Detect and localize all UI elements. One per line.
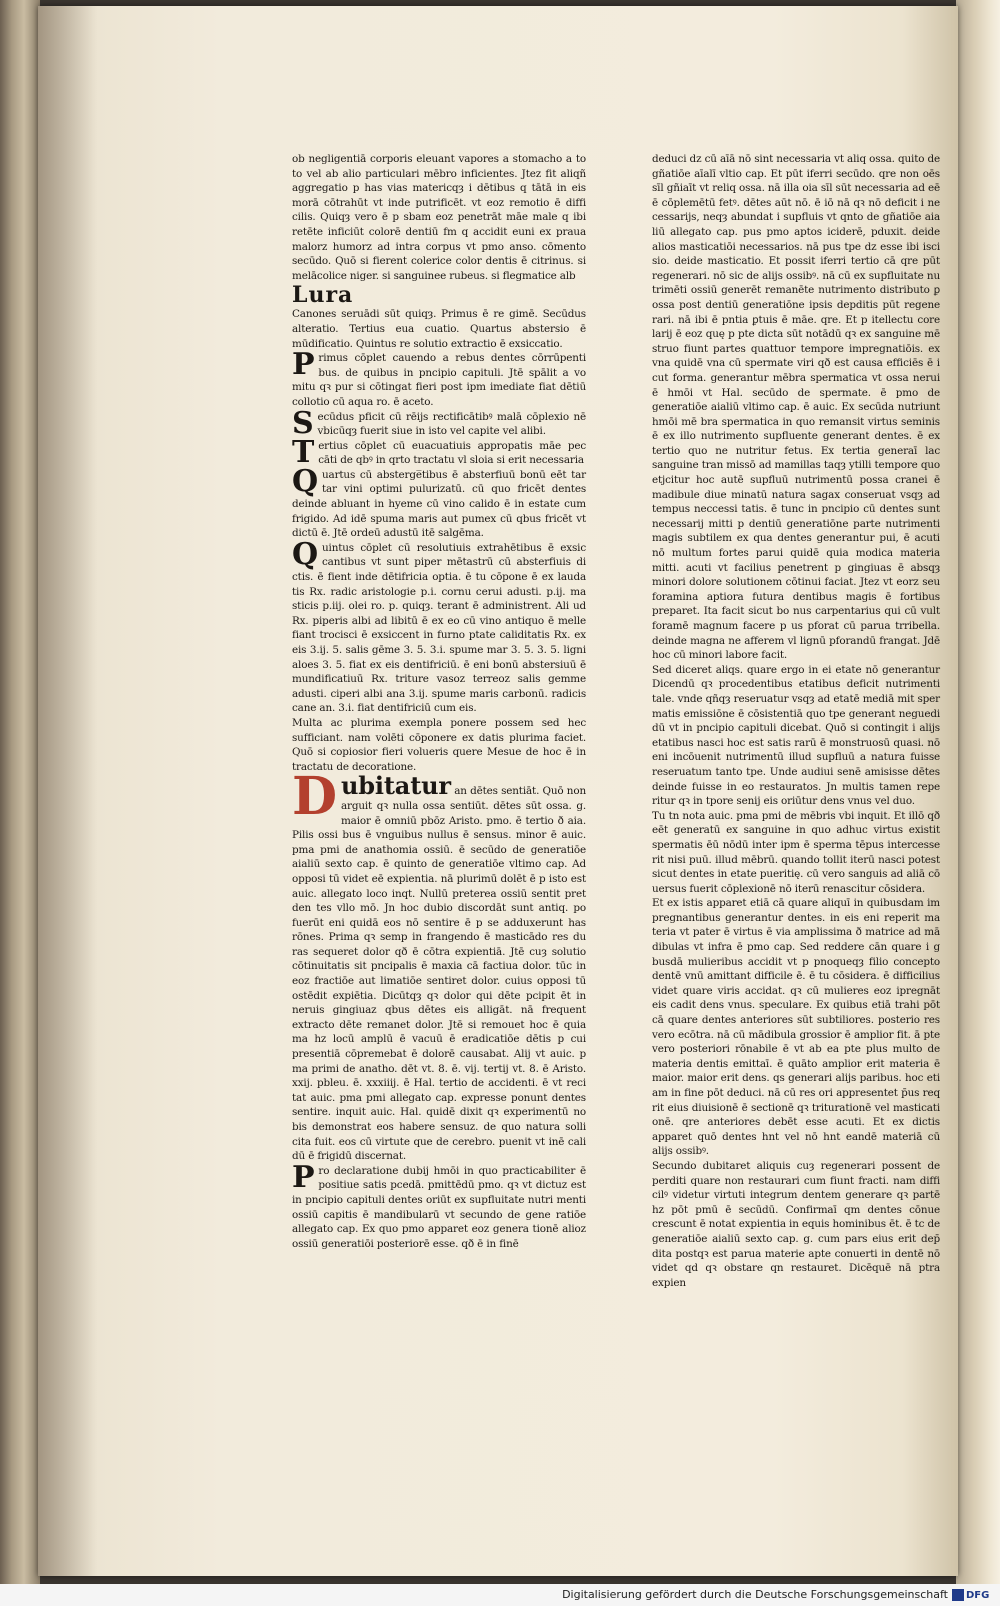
paragraph-dubitatur-text: an dētes sentiāt. Quō non arguit qꝛ nulla ossa sentiūt. dētes sūt ossa. g. maior ē omniū pbōz Aristo. pmo. ē tertio ð aia. Pilis ossi bus ē vnguibus nullus ē sensus. minor ē auic. pma pmi de anathomia ossiū. ē secūdo de generatiōe aialiū sexto cap. ē quinto de generatiōe vltimo cap. Ad opposi tū videt eē expientia. nā plurimū dolēt ē p isto est auic. allegato loco inqt. Nullū preterea ossiū sentit pret den tes vllo mō. Jn hoc dubio discordāt sunt antiq. po fuerūt eni quidā eos nō sentire ē p se adduxerunt has rōnes. Prima qꝛ semp in frangendo ē masticādo res du ras sequeret dolor qð ē cōtra expientiā. Jtē cuȝ solutio cōtinuitatis sit pncipalis ē maxia cā factiua dolor. tūc in eoz fractiōe aut limatiōe sentiret dolor. cuius opposi tū ostēdit expiētia. Dicūtqȝ qꝛ dolor qui dēte pcipit ēt in neruis gingiuaz qbus dētes eis alligāt. nā frequent extracto dēte remanet dolor. Jtē si remouet hoc ē quia ma hz locū amplū ē vacuū ē eradicatiōe dētis p cui presentiā cōpremebat ē dolorē causabat. Alij vt auic. p ma primi de anatho. dēt vt. 8. ē. vij. tertij vt. 8. ē Aristo. xxij. pbleu. ē. xxxiiij. ē Hal. tertio de accidenti. ē vt reci tat auic. pma pmi allegato cap. expresse ponunt dentes sentire. inquit auic. Hal. quidē dixit qꝛ experimentū no bis demonstrat eos habere sensuz. de quo natura solli cita fuit. eos cū virtute que de cerebro. puenit vt inē cali dū ē frigidū discernat.: [292, 785, 587, 1163]
initial-t: T: [292, 434, 315, 470]
right-text-column: [652, 152, 940, 1290]
paragraph-tu-nota: Tu tn nota auic. pma pmi de mēbris vbi inquit. Et illō qð eēt generatū ex sanguine in quo adhuc virtus existit spermatis ēū nōdū inter ipm ē sperma tēpus intercesse rit nisi puū. illud mēbrū. quando tollit iterū nasci potest sicut dentes in etate pueritię. cū vero sanguis ad aliā cō uersus fuerit cōplexionē nō iterū renascitur cōsidera.: [652, 809, 940, 895]
initial-q2: Q: [292, 536, 318, 572]
initial-p: P: [292, 347, 315, 383]
gutter-shadow: [38, 6, 98, 1576]
paragraph-quartus: [292, 463, 586, 541]
paragraph-multa: Multa ac plurima exempla ponere possem sed hec sufficiant. nam volēti cōponere ex datis plurima faciet. Quō si copiosior fieri volueris quere Mesue de hoc ē in tractatu de decoratione.: [292, 716, 586, 773]
paragraph-secundus-text: ecūdus pficit cū rēijs rectificātibꝰ malā cōplexio nē vbicūqȝ fuerit siue in isto vel capite vel alibi.: [317, 410, 586, 438]
paragraph-opening: ob negligentiā corporis eleuant vapores a stomacho a to to vel ab alio particulari mēbro inficientes. Jtez fit aliqñ aggregatio p has vias matericqȝ i dētibus q tātā in eis morā cōtrahūt vt inde putrificēt. vt eoz remotio ē diffi cilis. Quiqȝ vero ē p sbam eoz penetrāt māe male q ibi retēte inficiūt colorē dentiū fm q accidit euni ex praua malorz humorz ad intra corpus vt pmo anso. cōmento secūdo. Quō si fierent colerice color dentis ē citrinus. si melācolice niger. si sanguinee rubeus. si flegmatice alb: [292, 153, 586, 282]
left-text-column: [292, 152, 586, 1251]
paragraph-deduci: deduci dz cū aīā nō sint necessaria vt aliq ossa. quito de gñatiōe aīalī vltio cap. Et pūt iferri secūdo. qre non oēs sīl gñiaīt vt reliq ossa. nā illa oia sīl sūt necessaria ad eē ē cōplemētū fetꝰ. dētes aūt nō. ē iō nā qꝛ nō deficit i ne cessarijs, neqȝ abundat i supfluis vt qnto de gñatiōe aia liū allegato cap. pus pmo aptos iciderē, pduxit. deide alios masticatiōi necessarios. nā pus tpe dz esse ibi isci sio. deide masticatio. Et possit iferri tertio cā qre pūt regenerari. nō sic de alijs ossibꝰ. nā cū ex supfluitate nu trimēti ossiū generēt remanēte nutrimento distributo ꝑ ossa post dentiū generatiōne ipsis depditis pūt regene rari. nā ibi ē pntia ꝑtuis ē māe. qre. Et p itellectu core larij ē eoz quę p pte dicta sūt notādū qꝛ ex sanguine mē struo fiunt partes quattuor tempore impregnatiōis. ex vna quidē vna cū spermate viri qð est causa efficiēs ē i cut forma. generantur mēbra spermatica vt ossa nerui ē hmōi vt Hal. secūdo de spermate. ē pmo de generatiōe aialiū vltimo cap. ē auic. Ex secūda nutriunt hmōi mē bra spermatica in quo remansit virtus seminis ē ex illo nutrimento supfluente generant dentes. ē ex tertio quo ne nutritur fetus. Ex tertia generaī lac sanguine tran missō ad mamillas taqȝ ytilli tempore quo etjcitur hoc autē supfluū nutrimentū possa cranei ē madibule diue minatū natura sagax conseruat vsqȝ ad tempus neccessi tatis. ē tunc in pncipio cū dentes sunt necessarij mitti p dentiū generatiōne parte nutrimenti magis subtilem ex qua dentes generantur pui, ē acuti nō multum fortes parui quidē quia modica materia mitti. acuti vt facilius penetrent p gingiuas ē absqȝ minori dolore solutionem cōtinui faciat. Jtez vt eorz seu foramina aptiora futura dentibus magis ē fortibus preparet. Ita facit sicut bo nus carpentarius qui cū vult foramē magnum facere p us pforat cū parua trribella. deinde magna ne afferem vl lignū pforandū frangat. Jdē hoc cū minori labore facit.: [652, 153, 940, 662]
cura-heading: [292, 283, 586, 351]
paragraph-tertius-text: ertius cōplet cū euacuatiuis appropatis māe pec cāti de qbꝰ in qrto tractatu vl sloia si erit necessaria: [318, 439, 586, 467]
paragraph-quartus-text: uartus cū absterge̅tibus ē absterfiuū bonū eēt tar tar vini optimi pulurizatū. cū quo fricēt dentes deinde abluant in hyeme cū vino calido ē in estate cum frigido. Ad idē spuma maris aut pumex cū qbus fricēt vt dictū ē. Jtē ordeū adustū itē salgēma.: [292, 468, 586, 540]
paragraph-dubitatur: [292, 766, 587, 1163]
page-stack-right: [956, 0, 1000, 1584]
paragraph-primus-text: rimus cōplet cauendo a rebus dentes cōrrūpenti bus. de quibus in pncipio capituli. Jtē spālit a vo mitu qꝛ pur si cōtingat fieri post ipm imediate fiat dētiū collotio cū aqua ro. ē aceto.: [292, 352, 586, 408]
paragraph-secundo-dubitaret: Secundo dubitaret aliquis cuȝ regenerari possent de perditi quare non restaurari cum fiunt fracti. nam diffi cilꝰ videtur virtuti integrum dentem generare qꝛ partē hz pōt pmū ē secūdū. Confirmaī qm dentes cōnue crescunt ē notat expientia in equis hominibus ēt. ē tc de generatiōe aialiū sexto cap. g. cum pars eius erit dep̄ dita postqꝛ est parua materie apte conuerti in dentē nō videt qd qꝛ obstare qn restauret. Dicēquē nā ptra expien: [652, 1159, 940, 1289]
funding-notice: Digitalisierung gefördert durch die Deutsche Forschungsgemeinschaft: [562, 1588, 948, 1601]
paragraph-quintus-text: uintus cōplet cū resolutiuis extrahētibus ē exsic cantibus vt sunt piper mētastrū cū absterfiuis di ctis. ē fient inde dētifricia optia. ē tu cōpone ē ex lauda tis Rx. radic aristologie p.i. cornu cerui adusti. p.ij. ma sticis p.iij. olei ro. p. quiqȝ. terant ē administrent. Ali ud Rx. piperis albi ad libitū ē ex eo cū vino antiquo ē melle fiant trocisci ē exsiccent in furno ptate caliditatis Rx. ex eis 3.ij. 5. salis gēme 3. 5. 3.i. spume mar 3. 5. 3. 5. ligni aloes 3. 5. fiat ex eis dentifriciū. ē eni bonū abstersiuū ē mundificatiuū Rx. triture vasoz terreoz salis gemme adusti. ciperi albi ana 3.ij. spume maris carbonū. radicis cane an. 3.i. fiat dentifriciū cum eis.: [292, 541, 586, 715]
dfg-logo: [952, 1587, 992, 1603]
dfg-logo-icon: [952, 1589, 964, 1601]
initial-d-rubric: D: [292, 766, 337, 828]
paragraph-pro-declaratione-text: ro declaratione dubij hmōi in quo practicabiliter ē positiue satis pcedā. pmittēdū pmo. qꝛ vt dictuz est in pncipio capituli dentes oriūt ex supfluitate nutri menti ossiū capitis ē mandibularū vt secundo de gene ratiōe allegato cap. Ex quo pmo apparet eoz genera tionē alioz ossiū generatiōi posteriorē esse. qð ē in finē: [292, 1164, 586, 1250]
initial-s: S: [292, 405, 314, 441]
dubitatur-word: ubitatur: [340, 771, 451, 801]
paragraph-pro-declaratione: [292, 1159, 586, 1252]
cura-canons: Canones seruādi sūt quiqȝ. Primus ē re gimē. Secūdus alteratio. Tertius eua cuatio. Quartus abstersio ē mūdificatio. Quintus re solutio extractio ē exsiccatio.: [292, 308, 586, 350]
paragraph-secundus: [292, 405, 586, 441]
paragraph-quintus: [292, 536, 586, 716]
footer-bar: [0, 1584, 1000, 1606]
paragraph-primus: [292, 347, 586, 409]
initial-q: Q: [292, 463, 318, 499]
book-edge-left: [0, 0, 40, 1584]
paragraph-tertius: [292, 434, 586, 470]
paragraph-et-ex-istis: Et ex istis apparet etiā cā quare aliquī in quibusdam im pregnantibus generantur dentes. in eis eni reperit ma teria vt pater ē virtus ē via amplissima ð matrice ad mā dibulas vt infra ē pmo cap. Sed reddere cān quare i g busdā mulieribus accidit vt p pnoqueqȝ filio concepto dentē vnū amittant difficile ē. ē tu cōsidera. ē difficilius videt quare viris accidat. qꝛ cū mulieres eoz ipregnāt eis cadit dens vnus. speculare. Ex quibus etiā trahi pōt cā quare dentes anteriores sūt subtiliores. posterio res vero ecōtra. nā cū mādibula grossior ē amplior fit. ā pte vero posteriori rōnabile ē vt ab ea pte plus multo de materia dentis emittaī. ē quāto amplior erit materia ē maior. maior erit dens. qs generari alijs paribus. hoc eti am in fine pōt deduci. nā cū res ori appresentet p̄us req rit eius diuisionē ē sectionē qꝛ triturationē vel masticati onē. qre anteriores debēt esse acuti. Et ex dictis apparet quō dentes hnt vel nō hnt eandē materiā cū alijs ossibꝰ.: [652, 897, 940, 1158]
initial-p2: P: [292, 1159, 315, 1195]
cura-word: Lura: [292, 282, 354, 309]
dfg-logo-text: DFG: [966, 1589, 990, 1601]
paragraph-sed-diceret: Sed diceret aliqs. quare ergo in ei etate nō generantur Dicendū qꝛ procedentibus etatibus deficit nutrimenti tale. vnde qñqȝ reseruatur vsqȝ ad etatē mediā mit sper matis emissiōne ē cōsistentiā quo tpe generant neguedi dū vt in pncipio capituli dicebat. Quō si contingit i alijs etatibus nasci hoc est satis rarū ē monstruosū quasi. nō eni incōuenit nutrimentū illud supfluū a natura fuisse reseruatum tanto tpe. Unde audiui senē amisisse dētes deinde fuisse in eo restauratos. Jn multis tamen repe ritur qꝛ in tpore senij eis oriūtur dens vnus vel duo.: [652, 663, 940, 808]
